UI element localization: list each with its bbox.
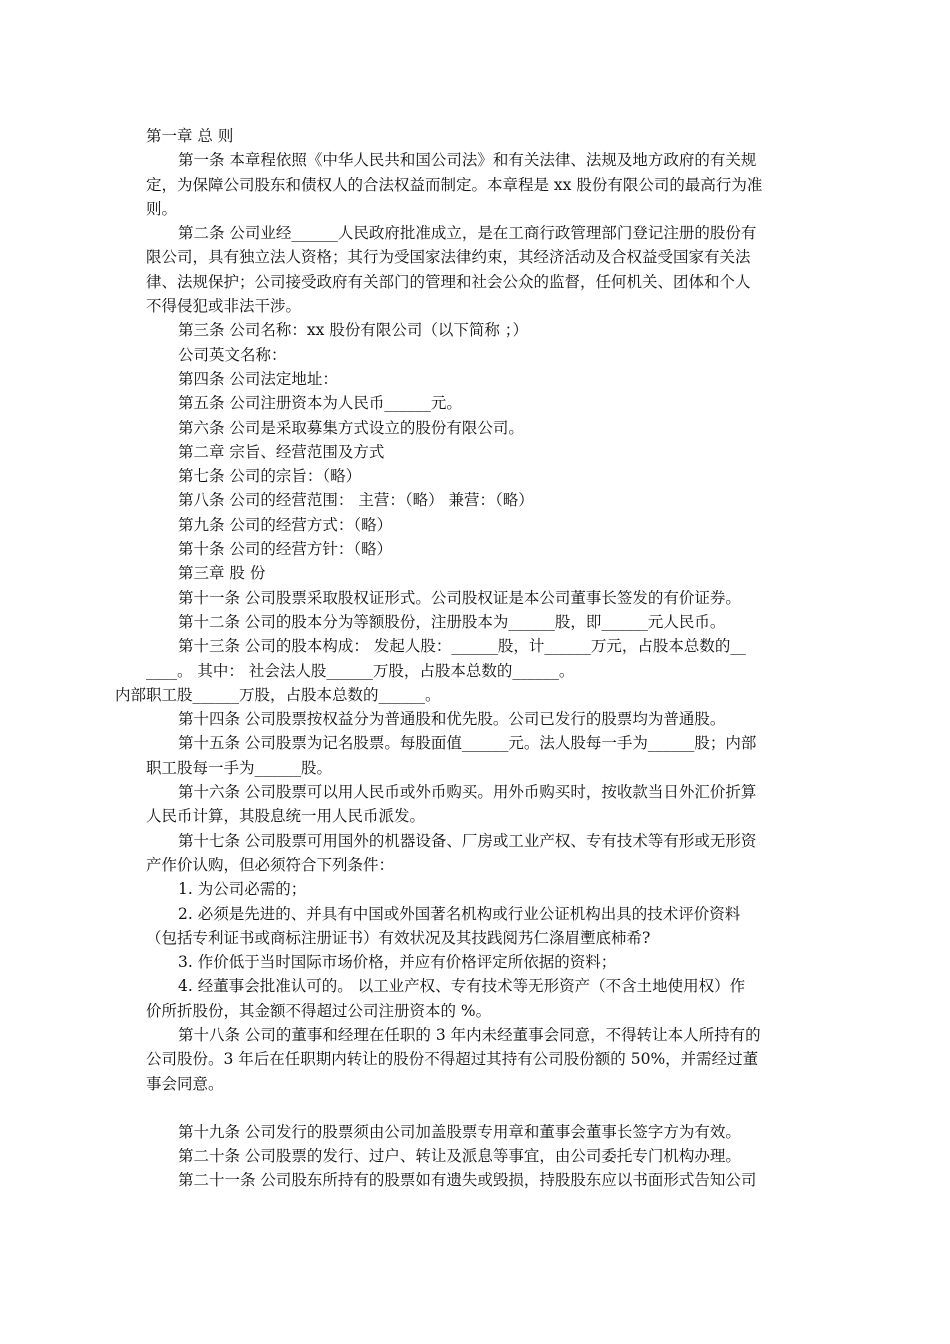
article-2-line-1: 第二条 公司业经______人民政府批准成立，是在工商行政管理部门登记注册的股份有 — [178, 224, 757, 243]
article-3: 第三条 公司名称：xx 股份有限公司（以下简称 ；） — [178, 321, 529, 340]
article-12: 第十二条 公司的股本分为等额股份，注册股本为______股，即______元人民币。 — [178, 612, 726, 631]
article-17-item-1: 1. 为公司必需的； — [178, 880, 307, 899]
article-13-line-3: 内部职工股______万股，占股本总数的______。 — [115, 685, 441, 704]
article-17-item-2-line-2: （包括专利证书或商标注册证书）有效状况及其技践阅艿仁涤眉壍底柿希? — [146, 928, 651, 947]
article-13-line-1: 第十三条 公司的股本构成： 发起人股：______股，计______万元，占股本总数的__ — [178, 637, 746, 656]
article-17-item-4-line-2: 价所折股份，其金额不得超过公司注册资本的 %。 — [146, 1001, 492, 1020]
paragraph-gap — [146, 1096, 806, 1120]
article-13-line-2: ____。 其中： 社会法人股______万股，占股本总数的______。 — [146, 661, 575, 680]
article-4: 第四条 公司法定地址： — [178, 369, 338, 388]
article-17-line-1: 第十七条 公司股票可用国外的机器设备、厂房或工业产权、专有技术等有形或无形资 — [178, 831, 757, 850]
english-name-line: 公司英文名称： — [178, 345, 287, 364]
article-9: 第九条 公司的经营方式：（略） — [178, 515, 393, 534]
article-1-line-3: 则。 — [146, 199, 178, 218]
article-16-line-1: 第十六条 公司股票可以用人民币或外币购买。用外币购买时，按收款当日外汇价折算 — [178, 783, 757, 802]
article-2-line-2: 限公司，具有独立法人资格；其行为受国家法律约束，其经济活动及合权益受国家有关法 — [146, 248, 751, 267]
article-7: 第七条 公司的宗旨：（略） — [178, 467, 362, 486]
article-2-line-3: 律、法规保护；公司接受政府有关部门的管理和社会公众的监督，任何机关、团体和个人 — [146, 272, 751, 291]
article-18-line-2: 公司股份。3 年后在任职期内转让的股份不得超过其持有公司股份额的 50%，并需经过董 — [146, 1050, 759, 1069]
article-2-line-4: 不得侵犯或非法干涉。 — [146, 297, 302, 316]
article-10: 第十条 公司的经营方针：（略） — [178, 540, 393, 559]
article-8: 第八条 公司的经营范围： 主营：（略） 兼营：（略） — [178, 491, 534, 510]
article-19: 第十九条 公司发行的股票须由公司加盖股票专用章和董事会董事长签字方为有效。 — [178, 1122, 741, 1141]
article-20: 第二十条 公司股票的发行、过户、转让及派息等事宜，由公司委托专门机构办理。 — [178, 1147, 741, 1166]
article-14: 第十四条 公司股票按权益分为普通股和优先股。公司已发行的股票均为普通股。 — [178, 710, 726, 729]
article-16-line-2: 人民币计算，其股息统一用人民币派发。 — [146, 807, 426, 826]
article-11: 第十一条 公司股票采取股权证形式。公司股权证是本公司董事长签发的有价证券。 — [178, 588, 741, 607]
article-15-line-1: 第十五条 公司股票为记名股票。每股面值______元。法人股每一手为______股；内部 — [178, 734, 757, 753]
article-17-line-2: 产作价认购，但必须符合下列条件： — [146, 855, 395, 874]
article-17-item-4-line-1: 4. 经董事会批准认可的。 以工业产权、专有技术等无形资产（不含土地使用权）作 — [178, 977, 746, 996]
article-21-line-1: 第二十一条 公司股东所持有的股票如有遗失或毁损，持股股东应以书面形式告知公司 — [178, 1171, 757, 1190]
article-18-line-1: 第十八条 公司的董事和经理在任职的 3 年内未经董事会同意，不得转让本人所持有的 — [178, 1025, 761, 1044]
document-body — [115, 124, 806, 1193]
article-17-item-3: 3. 作价低于当时国际市场价格，并应有价格评定所依据的资料； — [178, 953, 617, 972]
article-6: 第六条 公司是采取募集方式设立的股份有限公司。 — [178, 418, 524, 437]
chapter-2-heading: 第二章 宗旨、经营范围及方式 — [178, 442, 385, 461]
article-1-line-1: 第一条 本章程依照《中华人民共和国公司法》和有关法律、法规及地方政府的有关规 — [178, 151, 757, 170]
article-5: 第五条 公司注册资本为人民币______元。 — [178, 394, 462, 413]
article-18-line-3: 事会同意。 — [146, 1074, 224, 1093]
article-1-line-2: 定，为保障公司股东和债权人的合法权益而制定。本章程是 xx 股份有限公司的最高行为准 — [146, 175, 763, 194]
article-17-item-2-line-1: 2. 必须是先进的、并具有中国或外国著名机构或行业公证机构出具的技术评价资料 — [178, 904, 741, 923]
article-15-line-2: 职工股每一手为______股。 — [146, 758, 333, 777]
chapter-3-heading: 第三章 股 份 — [178, 564, 266, 583]
chapter-1-heading: 第一章 总 则 — [146, 127, 234, 145]
